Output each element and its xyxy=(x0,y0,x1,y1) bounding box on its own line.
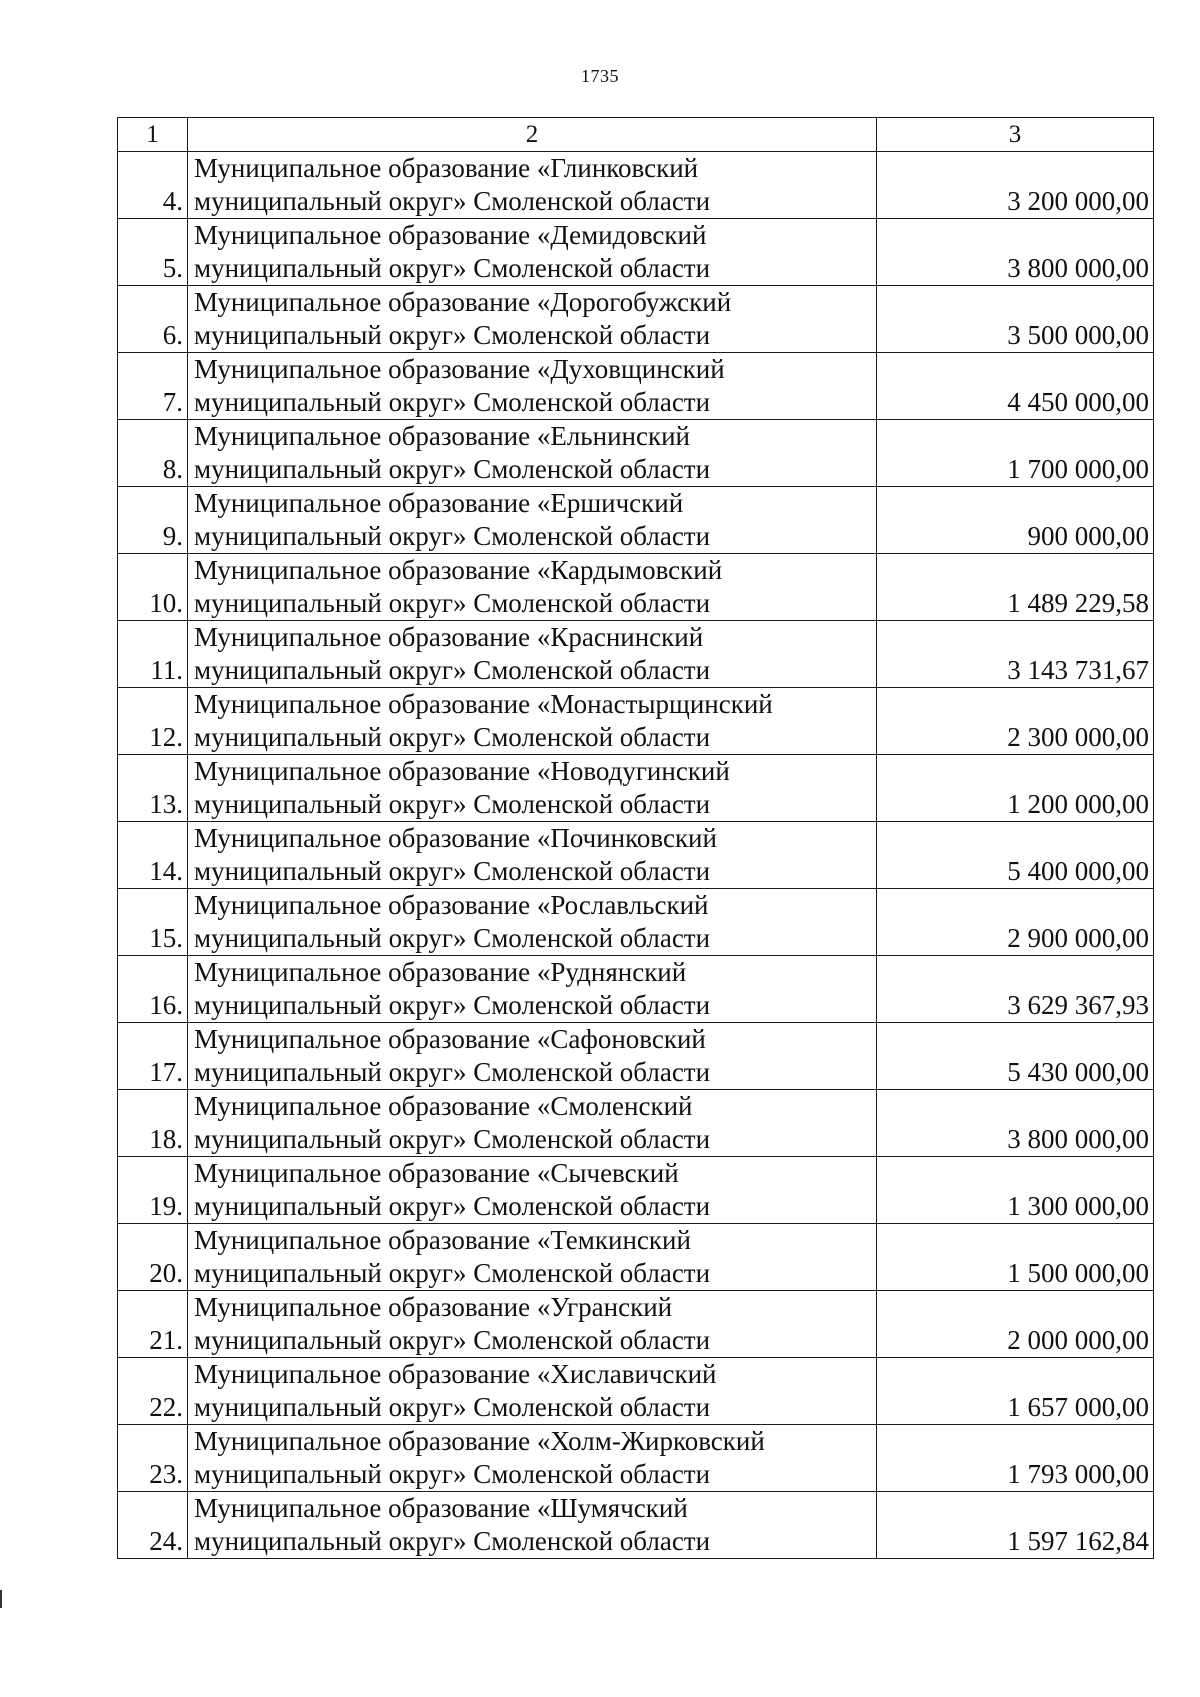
amount-value: 5 430 000,00 xyxy=(877,1023,1154,1090)
row-number: 11. xyxy=(118,621,188,688)
row-number: 17. xyxy=(118,1023,188,1090)
table-row xyxy=(118,1492,1154,1559)
row-number: 20. xyxy=(118,1224,188,1291)
municipality-name xyxy=(188,286,877,353)
table-body xyxy=(118,152,1154,1559)
municipality-name xyxy=(188,755,877,822)
municipality-name-line2: муниципальный округ» Смоленской области xyxy=(194,521,711,551)
table-row xyxy=(118,621,1154,688)
amount-value: 4 450 000,00 xyxy=(877,353,1154,420)
municipality-name xyxy=(188,353,877,420)
amount-value: 1 657 000,00 xyxy=(877,1358,1154,1425)
municipality-name xyxy=(188,621,877,688)
municipality-name-line2: муниципальный округ» Смоленской области xyxy=(194,186,711,216)
municipality-name xyxy=(188,822,877,889)
row-number: 21. xyxy=(118,1291,188,1358)
municipality-name-line1: Муниципальное образование «Смоленский xyxy=(194,1091,693,1121)
row-number: 4. xyxy=(118,152,188,219)
municipality-name-line2: муниципальный округ» Смоленской области xyxy=(194,588,711,618)
table-row xyxy=(118,889,1154,956)
amount-value: 5 400 000,00 xyxy=(877,822,1154,889)
municipality-name-line1: Муниципальное образование «Духовщинский xyxy=(194,354,725,384)
amount-value: 1 300 000,00 xyxy=(877,1157,1154,1224)
amount-value: 900 000,00 xyxy=(877,487,1154,554)
municipality-name-line2: муниципальный округ» Смоленской области xyxy=(194,1459,711,1489)
municipality-name-line2: муниципальный округ» Смоленской области xyxy=(194,253,711,283)
municipality-name-line1: Муниципальное образование «Ельнинский xyxy=(194,421,690,451)
amount-value: 1 200 000,00 xyxy=(877,755,1154,822)
table-row xyxy=(118,1358,1154,1425)
row-number: 9. xyxy=(118,487,188,554)
municipality-name-line2: муниципальный округ» Смоленской области xyxy=(194,1124,711,1154)
row-number: 12. xyxy=(118,688,188,755)
row-number: 15. xyxy=(118,889,188,956)
municipality-name-line2: муниципальный округ» Смоленской области xyxy=(194,1392,711,1422)
municipality-name-line2: муниципальный округ» Смоленской области xyxy=(194,789,711,819)
table-row xyxy=(118,1425,1154,1492)
table-row xyxy=(118,1224,1154,1291)
column-header-name: 2 xyxy=(188,118,877,152)
row-number: 5. xyxy=(118,219,188,286)
municipality-name-line1: Муниципальное образование «Сычевский xyxy=(194,1158,679,1188)
table-header-row xyxy=(118,118,1154,152)
page-number: 1735 xyxy=(581,66,619,86)
table-row xyxy=(118,956,1154,1023)
municipality-name-line2: муниципальный округ» Смоленской области xyxy=(194,655,711,685)
municipality-name-line1: Муниципальное образование «Глинковский xyxy=(194,153,699,183)
allocation-table xyxy=(117,117,1154,1559)
table-row xyxy=(118,353,1154,420)
table-row xyxy=(118,152,1154,219)
municipality-name xyxy=(188,152,877,219)
row-number: 23. xyxy=(118,1425,188,1492)
municipality-name-line1: Муниципальное образование «Монастырщинский xyxy=(194,689,773,719)
scan-edge-mark xyxy=(0,1590,2,1608)
amount-value: 3 800 000,00 xyxy=(877,1090,1154,1157)
municipality-name-line2: муниципальный округ» Смоленской области xyxy=(194,1325,711,1355)
municipality-name-line2: муниципальный округ» Смоленской области xyxy=(194,856,711,886)
amount-value: 1 489 229,58 xyxy=(877,554,1154,621)
row-number: 16. xyxy=(118,956,188,1023)
row-number: 18. xyxy=(118,1090,188,1157)
column-header-amount: 3 xyxy=(877,118,1154,152)
table-row xyxy=(118,286,1154,353)
column-header-number: 1 xyxy=(118,118,188,152)
municipality-name-line2: муниципальный округ» Смоленской области xyxy=(194,454,711,484)
municipality-name-line1: Муниципальное образование «Демидовский xyxy=(194,220,707,250)
amount-value: 3 629 367,93 xyxy=(877,956,1154,1023)
municipality-name-line2: муниципальный округ» Смоленской области xyxy=(194,320,711,350)
table-row xyxy=(118,1023,1154,1090)
municipality-name-line1: Муниципальное образование «Дорогобужский xyxy=(194,287,732,317)
table-header xyxy=(118,118,1154,152)
municipality-name xyxy=(188,219,877,286)
municipality-name xyxy=(188,1157,877,1224)
table-row xyxy=(118,1291,1154,1358)
municipality-name-line1: Муниципальное образование «Сафоновский xyxy=(194,1024,706,1054)
municipality-name xyxy=(188,554,877,621)
table-row xyxy=(118,487,1154,554)
municipality-name-line2: муниципальный округ» Смоленской области xyxy=(194,1191,711,1221)
municipality-name xyxy=(188,1023,877,1090)
municipality-name-line2: муниципальный округ» Смоленской области xyxy=(194,387,711,417)
municipality-name-line2: муниципальный округ» Смоленской области xyxy=(194,722,711,752)
table-row xyxy=(118,554,1154,621)
table-row xyxy=(118,822,1154,889)
amount-value: 1 793 000,00 xyxy=(877,1425,1154,1492)
municipality-name-line2: муниципальный округ» Смоленской области xyxy=(194,1258,711,1288)
municipality-name-line1: Муниципальное образование «Ершичский xyxy=(194,488,684,518)
amount-value: 2 300 000,00 xyxy=(877,688,1154,755)
table-row xyxy=(118,688,1154,755)
amount-value: 1 500 000,00 xyxy=(877,1224,1154,1291)
municipality-name-line1: Муниципальное образование «Краснинский xyxy=(194,622,704,652)
row-number: 13. xyxy=(118,755,188,822)
municipality-name xyxy=(188,688,877,755)
municipality-name-line2: муниципальный округ» Смоленской области xyxy=(194,990,711,1020)
row-number: 14. xyxy=(118,822,188,889)
row-number: 19. xyxy=(118,1157,188,1224)
municipality-name-line2: муниципальный округ» Смоленской области xyxy=(194,1057,711,1087)
municipality-name-line1: Муниципальное образование «Рославльский xyxy=(194,890,709,920)
municipality-name-line2: муниципальный округ» Смоленской области xyxy=(194,923,711,953)
municipality-name-line1: Муниципальное образование «Темкинский xyxy=(194,1225,691,1255)
municipality-name-line1: Муниципальное образование «Новодугинский xyxy=(194,756,730,786)
row-number: 7. xyxy=(118,353,188,420)
amount-value: 3 500 000,00 xyxy=(877,286,1154,353)
table-row xyxy=(118,420,1154,487)
table-row xyxy=(118,1090,1154,1157)
amount-value: 2 000 000,00 xyxy=(877,1291,1154,1358)
municipality-name xyxy=(188,1425,877,1492)
municipality-name-line1: Муниципальное образование «Починковский xyxy=(194,823,717,853)
amount-value: 1 597 162,84 xyxy=(877,1492,1154,1559)
row-number: 8. xyxy=(118,420,188,487)
row-number: 10. xyxy=(118,554,188,621)
amount-value: 2 900 000,00 xyxy=(877,889,1154,956)
row-number: 6. xyxy=(118,286,188,353)
municipality-name xyxy=(188,1090,877,1157)
municipality-name xyxy=(188,420,877,487)
row-number: 24. xyxy=(118,1492,188,1559)
row-number: 22. xyxy=(118,1358,188,1425)
municipality-name-line1: Муниципальное образование «Хиславичский xyxy=(194,1359,717,1389)
municipality-name xyxy=(188,1358,877,1425)
municipality-name xyxy=(188,1291,877,1358)
municipality-name-line1: Муниципальное образование «Угранский xyxy=(194,1292,673,1322)
municipality-name xyxy=(188,956,877,1023)
table-row xyxy=(118,755,1154,822)
amount-value: 3 143 731,67 xyxy=(877,621,1154,688)
municipality-name xyxy=(188,487,877,554)
municipality-name xyxy=(188,1492,877,1559)
municipality-name-line1: Муниципальное образование «Холм-Жирковский xyxy=(194,1426,765,1456)
municipality-name xyxy=(188,889,877,956)
municipality-name-line1: Муниципальное образование «Шумячский xyxy=(194,1493,688,1523)
amount-value: 1 700 000,00 xyxy=(877,420,1154,487)
amount-value: 3 200 000,00 xyxy=(877,152,1154,219)
municipality-name xyxy=(188,1224,877,1291)
table-row xyxy=(118,1157,1154,1224)
municipality-name-line1: Муниципальное образование «Руднянский xyxy=(194,957,687,987)
municipality-name-line2: муниципальный округ» Смоленской области xyxy=(194,1526,711,1556)
municipality-name-line1: Муниципальное образование «Кардымовский xyxy=(194,555,723,585)
amount-value: 3 800 000,00 xyxy=(877,219,1154,286)
table-row xyxy=(118,219,1154,286)
